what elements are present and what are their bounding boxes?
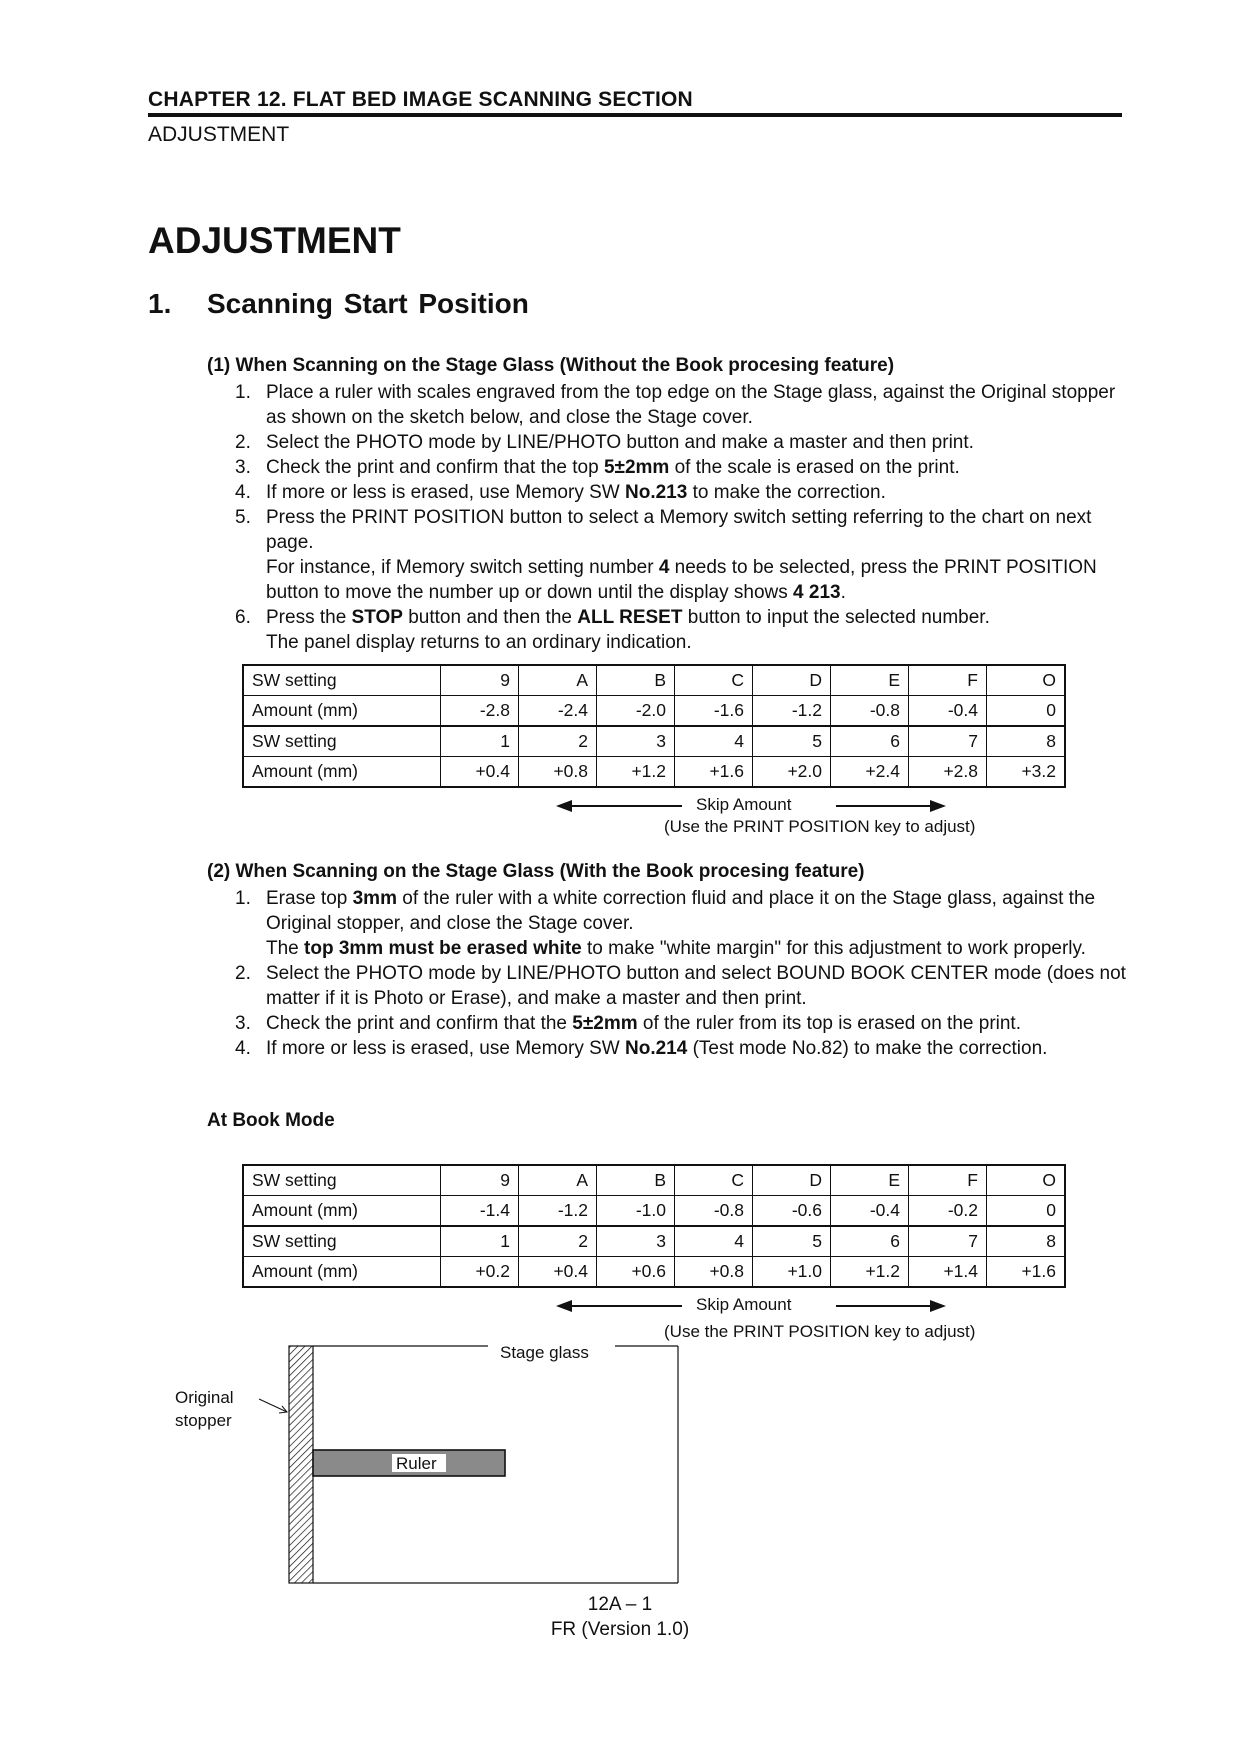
table-cell: +3.2: [987, 757, 1066, 788]
table-row: [243, 1196, 1065, 1227]
original-stopper-shape: [289, 1346, 313, 1583]
procedure-step: [207, 605, 1127, 655]
table-cell: +1.0: [753, 1257, 831, 1288]
table-cell: +0.8: [519, 757, 597, 788]
table-cell: 5: [753, 726, 831, 757]
table-cell: +0.8: [675, 1257, 753, 1288]
step-number: 4.: [235, 1038, 251, 1059]
row-label: SW setting: [243, 1165, 441, 1196]
table-cell: 2: [519, 1226, 597, 1257]
row-label: Amount (mm): [243, 757, 441, 788]
part1-sw-table: [242, 664, 1066, 788]
step-number: 1.: [235, 382, 251, 403]
part1-skip-indicator: [556, 795, 946, 817]
row-label: Amount (mm): [243, 696, 441, 727]
section-title: Scanning Start Position: [207, 288, 529, 319]
table-row: [243, 726, 1065, 757]
part2-skip-note: (Use the PRINT POSITION key to adjust): [664, 1322, 976, 1341]
header-rule: [148, 113, 1122, 117]
table-cell: E: [831, 665, 909, 696]
table-cell: +2.4: [831, 757, 909, 788]
table-cell: 3: [597, 726, 675, 757]
table-row: [243, 1257, 1065, 1288]
table-cell: 7: [909, 726, 987, 757]
step-text: If more or less is erased, use Memory SW No.214 (Test mode No.82) to make the correction.: [266, 1038, 1048, 1059]
step-text: Check the print and confirm that the top 5±2mm of the scale is erased on the print.: [266, 457, 960, 478]
table-cell: F: [909, 665, 987, 696]
step-number: 1.: [235, 888, 251, 909]
table-cell: +1.2: [597, 757, 675, 788]
table-cell: B: [597, 665, 675, 696]
original-stopper-label: stopper: [175, 1411, 232, 1430]
step-text: Press the STOP button and then the ALL RESET button to input the selected number. The panel display returns to an ordinary indication.: [266, 607, 990, 653]
table-cell: -0.4: [831, 1196, 909, 1227]
table-cell: +1.2: [831, 1257, 909, 1288]
table-cell: +1.4: [909, 1257, 987, 1288]
table-cell: +0.2: [441, 1257, 519, 1288]
table-cell: 6: [831, 1226, 909, 1257]
page-title: ADJUSTMENT: [148, 220, 401, 261]
stopper-pointer: [259, 1399, 287, 1412]
chapter-subtitle: ADJUSTMENT: [148, 123, 290, 146]
table-cell: +1.6: [987, 1257, 1066, 1288]
procedure-step: [207, 1036, 1127, 1061]
document-version: FR (Version 1.0): [550, 1619, 690, 1640]
table-row: [243, 696, 1065, 727]
ruler-label: Ruler: [396, 1454, 437, 1473]
table-cell: -2.0: [597, 696, 675, 727]
table-cell: 7: [909, 1226, 987, 1257]
table-cell: 0: [987, 1196, 1066, 1227]
table-cell: 6: [831, 726, 909, 757]
step-text: Select the PHOTO mode by LINE/PHOTO button and select BOUND BOOK CENTER mode (does not matter if it is Photo or Erase), and make a master and then print.: [266, 963, 1126, 1009]
procedure-step: [207, 480, 1127, 505]
part2-skip-indicator: [556, 1295, 946, 1317]
skip-amount-label: Skip Amount: [696, 1295, 792, 1314]
table-cell: +0.4: [441, 757, 519, 788]
table-cell: O: [987, 1165, 1066, 1196]
arrow-line: [836, 805, 934, 807]
pointer-arrow-icon: [279, 1406, 287, 1413]
part2-sw-table: [242, 1164, 1066, 1288]
table-cell: +1.6: [675, 757, 753, 788]
row-label: SW setting: [243, 665, 441, 696]
table-cell: -1.2: [753, 696, 831, 727]
table-cell: -1.0: [597, 1196, 675, 1227]
procedure-step: [207, 505, 1127, 605]
part1-steps: [207, 380, 1127, 655]
step-number: 3.: [235, 1013, 251, 1034]
table-cell: 5: [753, 1226, 831, 1257]
table-cell: -1.4: [441, 1196, 519, 1227]
table-cell: +2.8: [909, 757, 987, 788]
step-number: 6.: [235, 607, 251, 628]
page-number: 12A – 1: [587, 1594, 653, 1615]
table-cell: 9: [441, 1165, 519, 1196]
row-label: SW setting: [243, 1226, 441, 1257]
right-arrow-icon: [930, 1300, 946, 1312]
table-cell: -2.4: [519, 696, 597, 727]
procedure-step: [207, 430, 1127, 455]
chapter-title: CHAPTER 12. FLAT BED IMAGE SCANNING SECTION: [148, 88, 693, 111]
table-cell: 2: [519, 726, 597, 757]
table-cell: -0.8: [675, 1196, 753, 1227]
part2-steps: [207, 886, 1127, 1061]
table-cell: 9: [441, 665, 519, 696]
table-cell: +2.0: [753, 757, 831, 788]
table-row: [243, 757, 1065, 788]
part1-heading: (1) When Scanning on the Stage Glass (Without the Book procesing feature): [207, 355, 895, 376]
right-arrow-icon: [930, 800, 946, 812]
row-label: SW setting: [243, 726, 441, 757]
procedure-step: [207, 1011, 1127, 1036]
step-number: 2.: [235, 432, 251, 453]
table-cell: -0.6: [753, 1196, 831, 1227]
table-cell: A: [519, 1165, 597, 1196]
table-cell: -2.8: [441, 696, 519, 727]
row-label: Amount (mm): [243, 1257, 441, 1288]
table-cell: C: [675, 665, 753, 696]
book-mode-heading: At Book Mode: [207, 1110, 335, 1131]
step-text: Check the print and confirm that the 5±2mm of the ruler from its top is erased on the print.: [266, 1013, 1021, 1034]
table-cell: 3: [597, 1226, 675, 1257]
section-number: 1.: [148, 288, 172, 319]
table-cell: -0.2: [909, 1196, 987, 1227]
table-cell: 8: [987, 1226, 1066, 1257]
table-cell: +0.6: [597, 1257, 675, 1288]
procedure-step: [207, 886, 1127, 961]
table-cell: E: [831, 1165, 909, 1196]
arrow-line: [836, 1305, 934, 1307]
table-cell: 0: [987, 696, 1066, 727]
row-label: Amount (mm): [243, 1196, 441, 1227]
table-cell: 8: [987, 726, 1066, 757]
table-cell: 1: [441, 726, 519, 757]
table-cell: D: [753, 1165, 831, 1196]
table-cell: F: [909, 1165, 987, 1196]
table-cell: C: [675, 1165, 753, 1196]
procedure-step: [207, 380, 1127, 430]
procedure-step: [207, 961, 1127, 1011]
stage-glass-sketch: [160, 1335, 680, 1585]
skip-amount-label: Skip Amount: [696, 795, 792, 814]
step-text: Erase top 3mm of the ruler with a white correction fluid and place it on the Stage glass, against the Original stopper, and close the Stage cover. The top 3mm must be erased white to make "white margin" for this adjustment to work properly.: [266, 888, 1096, 959]
table-cell: D: [753, 665, 831, 696]
step-text: Place a ruler with scales engraved from the top edge on the Stage glass, against the Original stopper as shown on the sketch below, and close the Stage cover.: [266, 382, 1116, 428]
step-text: If more or less is erased, use Memory SW No.213 to make the correction.: [266, 482, 886, 503]
table-row: [243, 1226, 1065, 1257]
arrow-line: [570, 805, 682, 807]
table-cell: -0.4: [909, 696, 987, 727]
table-cell: 1: [441, 1226, 519, 1257]
table-row: [243, 665, 1065, 696]
arrow-line: [570, 1305, 682, 1307]
step-number: 2.: [235, 963, 251, 984]
table-cell: -1.2: [519, 1196, 597, 1227]
table-cell: B: [597, 1165, 675, 1196]
procedure-step: [207, 455, 1127, 480]
original-stopper-label: Original: [175, 1388, 234, 1407]
table-cell: O: [987, 665, 1066, 696]
step-number: 4.: [235, 482, 251, 503]
table-cell: -0.8: [831, 696, 909, 727]
step-text: Select the PHOTO mode by LINE/PHOTO button and make a master and then print.: [266, 432, 974, 453]
table-cell: -1.6: [675, 696, 753, 727]
table-cell: 4: [675, 1226, 753, 1257]
step-number: 5.: [235, 507, 251, 528]
table-cell: +0.4: [519, 1257, 597, 1288]
table-cell: 4: [675, 726, 753, 757]
table-cell: A: [519, 665, 597, 696]
step-number: 3.: [235, 457, 251, 478]
table-row: [243, 1165, 1065, 1196]
stage-glass-label: Stage glass: [500, 1343, 589, 1362]
part1-skip-note: (Use the PRINT POSITION key to adjust): [664, 817, 976, 836]
step-text: Press the PRINT POSITION button to select a Memory switch setting referring to the chart on next page. For instance, if Memory switch setting number 4 needs to be selected, press the PRINT POSITION button to move the number up or down until the display shows 4 213.: [266, 507, 1097, 603]
part2-heading: (2) When Scanning on the Stage Glass (With the Book procesing feature): [207, 861, 865, 882]
